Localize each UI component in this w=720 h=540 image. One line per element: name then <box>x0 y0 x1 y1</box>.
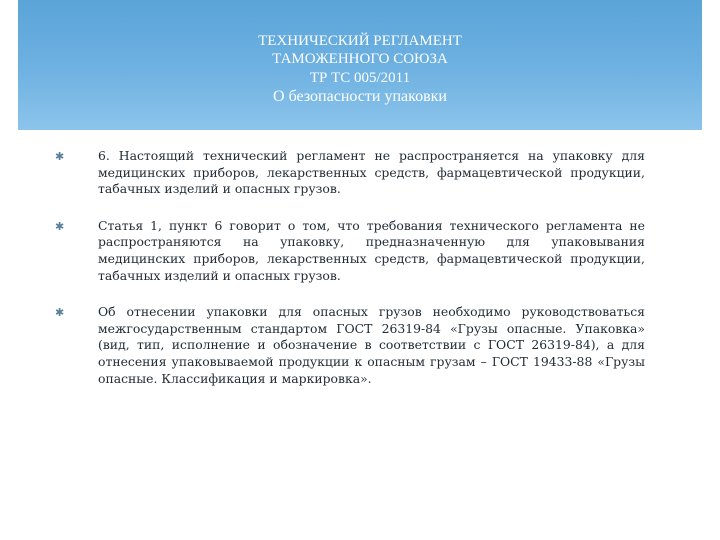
list-item-text: Статья 1, пункт 6 говорит о том, что требования технического регламента не распространяются на упаковку, предназначенную для упаковывания медицинских приборов, лекарственных средств, фармацевтической продукции, табачных изделий и опасных грузов. <box>98 217 645 283</box>
list-item <box>55 218 645 284</box>
asterisk-bullet-icon: ✱ <box>55 306 65 320</box>
asterisk-bullet-icon: ✱ <box>55 150 65 163</box>
list-item <box>55 304 645 387</box>
asterisk-bullet-icon: ✱ <box>55 219 65 233</box>
header-subtitle: О безопасности упаковки <box>273 87 447 105</box>
bullet-list <box>55 148 645 407</box>
list-item-text: Об отнесении упаковки для опасных грузов необходимо руководствоваться межгосударственным стандартом ГОСТ 26319-84 «Грузы опасные. Упаковка» (вид, тип, исполнение и обозначение в соответствии с ГОСТ 26319-84), а для отнесения упаковываемой продукции к опасным грузам – ГОСТ 19433-88 «Грузы опасные. Классификация и маркировка». <box>98 304 645 386</box>
list-item <box>55 148 645 198</box>
header-title-line-2: ТАМОЖЕННОГО СОЮЗА <box>272 51 448 68</box>
header-title-block <box>18 32 702 106</box>
list-item-text: 6. Настоящий технический регламент не распространяется на упаковку для медицинских приборов, лекарственных средств, фармацевтической продукции, табачных изделий и опасных грузов. <box>98 148 645 197</box>
title-header <box>18 0 702 130</box>
header-title-line-3: ТР ТС 005/2011 <box>309 69 411 86</box>
header-title-line-1: ТЕХНИЧЕСКИЙ РЕГЛАМЕНТ <box>258 33 462 49</box>
